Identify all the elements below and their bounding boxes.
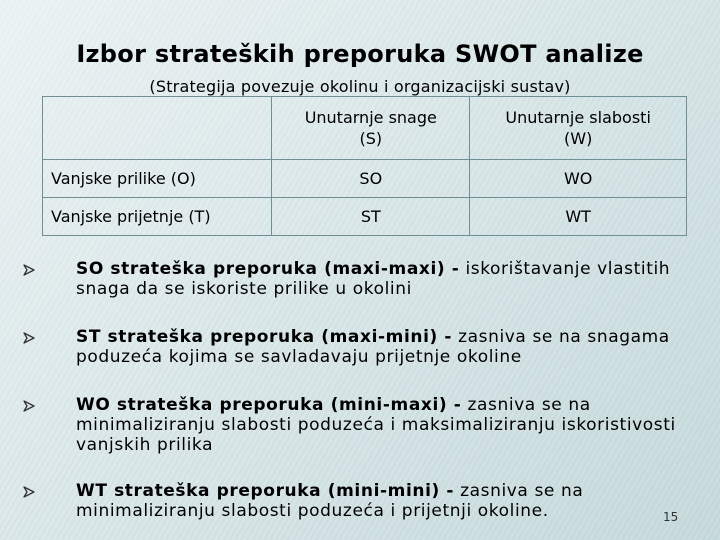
- bullet-rest-text: zasniva se na snagama poduzeća kojima se savladavaju prijetnje okoline: [76, 327, 670, 367]
- bullet-text: [76, 259, 686, 299]
- arrowhead-bullet-icon: [22, 263, 36, 277]
- bullet-strong-text: SO strateška preporuka (maxi-maxi) -: [76, 259, 460, 279]
- bullet-rest-text: iskorištavanje vlastitih snaga da se iskoriste prilike u okolini: [76, 259, 671, 299]
- bullet-text: [76, 395, 686, 455]
- row-header-opportunities: Vanjske prilike (O): [43, 160, 272, 198]
- table-cell-wt: WT: [470, 198, 687, 236]
- bullet-rest-text: zasniva se na minimaliziranju slabosti poduzeća i prijetnji okoline.: [76, 481, 584, 521]
- bullet-text: [76, 327, 686, 367]
- column-header-line: Unutarnje slabosti: [505, 108, 651, 127]
- table-cell-st: ST: [272, 198, 470, 236]
- table-cell-wo: WO: [470, 160, 687, 198]
- arrowhead-bullet-icon: [22, 331, 36, 345]
- bullet-strong-text: WO strateška preporuka (mini-maxi) -: [76, 395, 462, 415]
- slide-title: Izbor strateških preporuka SWOT analize: [76, 40, 644, 68]
- page-number: 15: [663, 510, 679, 524]
- table-cell-so: SO: [272, 160, 470, 198]
- bullet-strong-text: WT strateška preporuka (mini-mini) -: [76, 481, 455, 501]
- column-header-line: (S): [359, 129, 383, 148]
- slide-subtitle: (Strategija povezuje okolinu i organizacijski sustav): [149, 77, 571, 96]
- arrowhead-bullet-icon: [22, 485, 36, 499]
- column-header-line: Unutarnje snage: [304, 108, 437, 127]
- arrowhead-bullet-icon: [22, 399, 36, 413]
- bullet-strong-text: ST strateška preporuka (maxi-mini) -: [76, 327, 453, 347]
- bullet-rest-text: zasniva se na minimaliziranju slabosti poduzeća i maksimaliziranju iskoristivosti vanjskih prilika: [76, 395, 676, 455]
- row-header-threats: Vanjske prijetnje (T): [43, 198, 272, 236]
- column-header-line: (W): [564, 129, 593, 148]
- bullet-text: [76, 481, 686, 521]
